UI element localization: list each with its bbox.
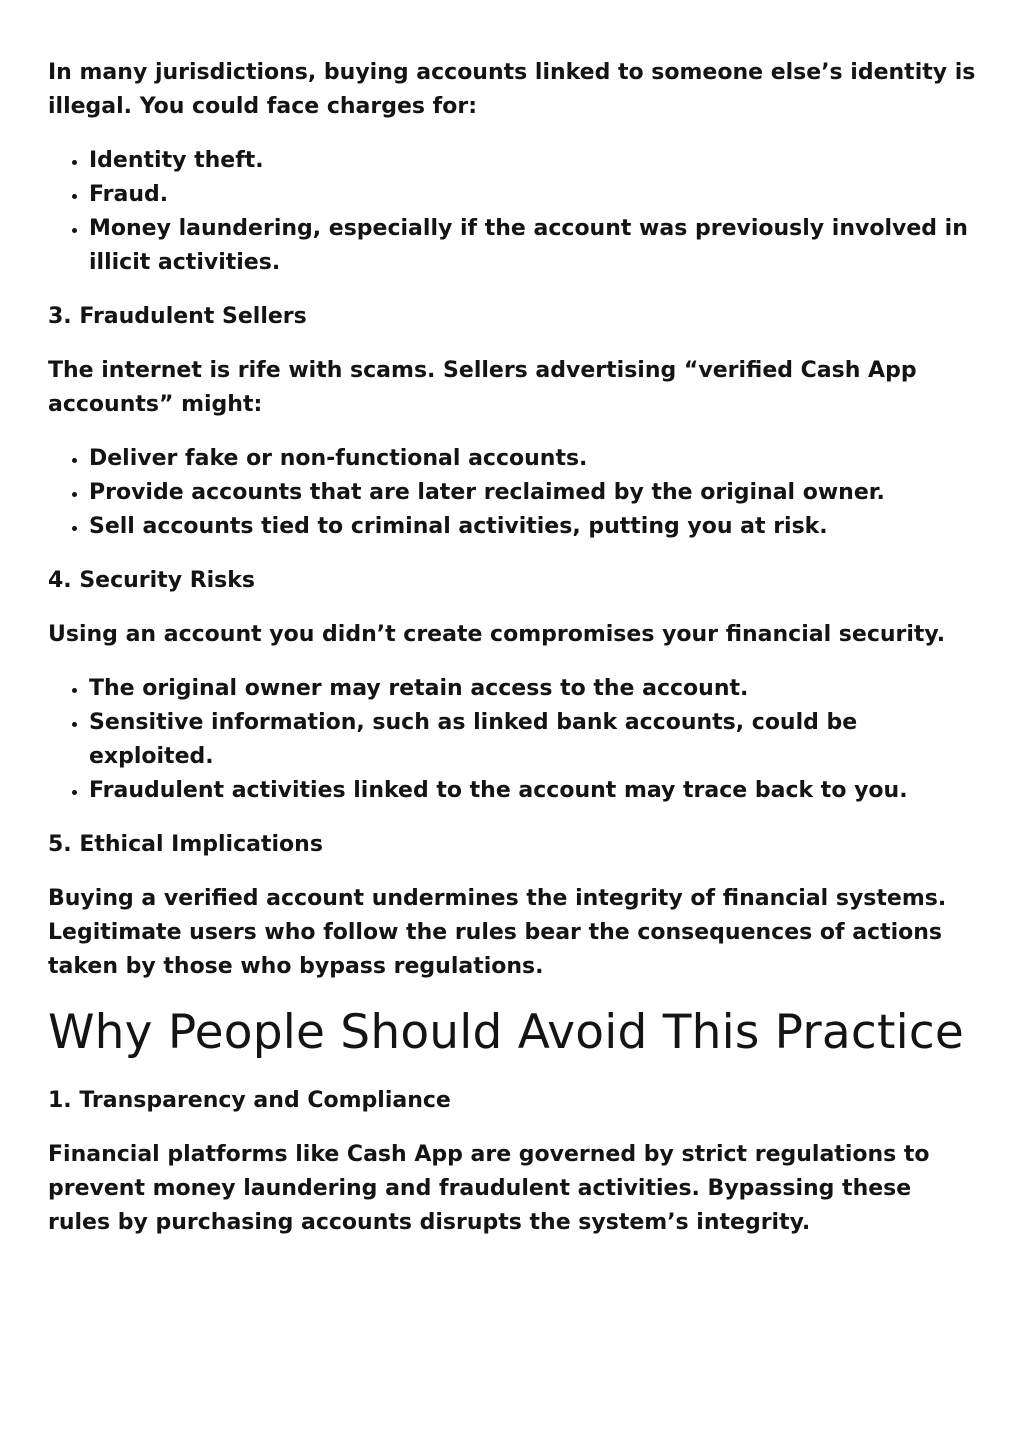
security-risks-list xyxy=(48,672,978,808)
list-item: • Identity theft. xyxy=(89,144,978,178)
list-item: • Money laundering, especially if the account was previously involved in illicit activities. xyxy=(89,212,978,280)
list-item: • Fraud. xyxy=(89,178,978,212)
list-item: • Provide accounts that are later reclaimed by the original owner. xyxy=(89,476,978,510)
fraudulent-sellers-list xyxy=(48,442,978,544)
charges-list xyxy=(48,144,978,280)
why-avoid-title: Why People Should Avoid This Practice xyxy=(48,1005,965,1060)
list-item: • Sensitive information, such as linked bank accounts, could be exploited. xyxy=(89,706,978,774)
section-heading-transparency: 1. Transparency and Compliance xyxy=(48,1088,451,1113)
intro-paragraph: In many jurisdictions, buying accounts linked to someone else’s identity is illegal. You could face charges for: xyxy=(48,60,976,119)
section-heading-fraudulent-sellers: 3. Fraudulent Sellers xyxy=(48,304,307,329)
list-item: • Fraudulent activities linked to the account may trace back to you. xyxy=(89,774,978,808)
list-item: • The original owner may retain access to the account. xyxy=(89,672,978,706)
list-item: • Deliver fake or non-functional accounts. xyxy=(89,442,978,476)
section-heading-ethical-implications: 5. Ethical Implications xyxy=(48,832,323,857)
document-page xyxy=(48,56,978,1260)
section-heading-security-risks: 4. Security Risks xyxy=(48,568,256,593)
security-risks-paragraph: Using an account you didn’t create compromises your financial security. xyxy=(48,622,946,647)
fraudulent-sellers-paragraph: The internet is rife with scams. Sellers advertising “verified Cash App accounts” might: xyxy=(48,358,917,417)
ethical-implications-paragraph: Buying a verified account undermines the integrity of financial systems. Legitimate users who follow the rules bear the consequences of actions taken by those who bypass regulations. xyxy=(48,886,947,979)
transparency-paragraph: Financial platforms like Cash App are governed by strict regulations to prevent money laundering and fraudulent activities. Bypassing these rules by purchasing accounts disrupts the system’s integrity. xyxy=(48,1142,930,1235)
list-item: • Sell accounts tied to criminal activities, putting you at risk. xyxy=(89,510,978,544)
